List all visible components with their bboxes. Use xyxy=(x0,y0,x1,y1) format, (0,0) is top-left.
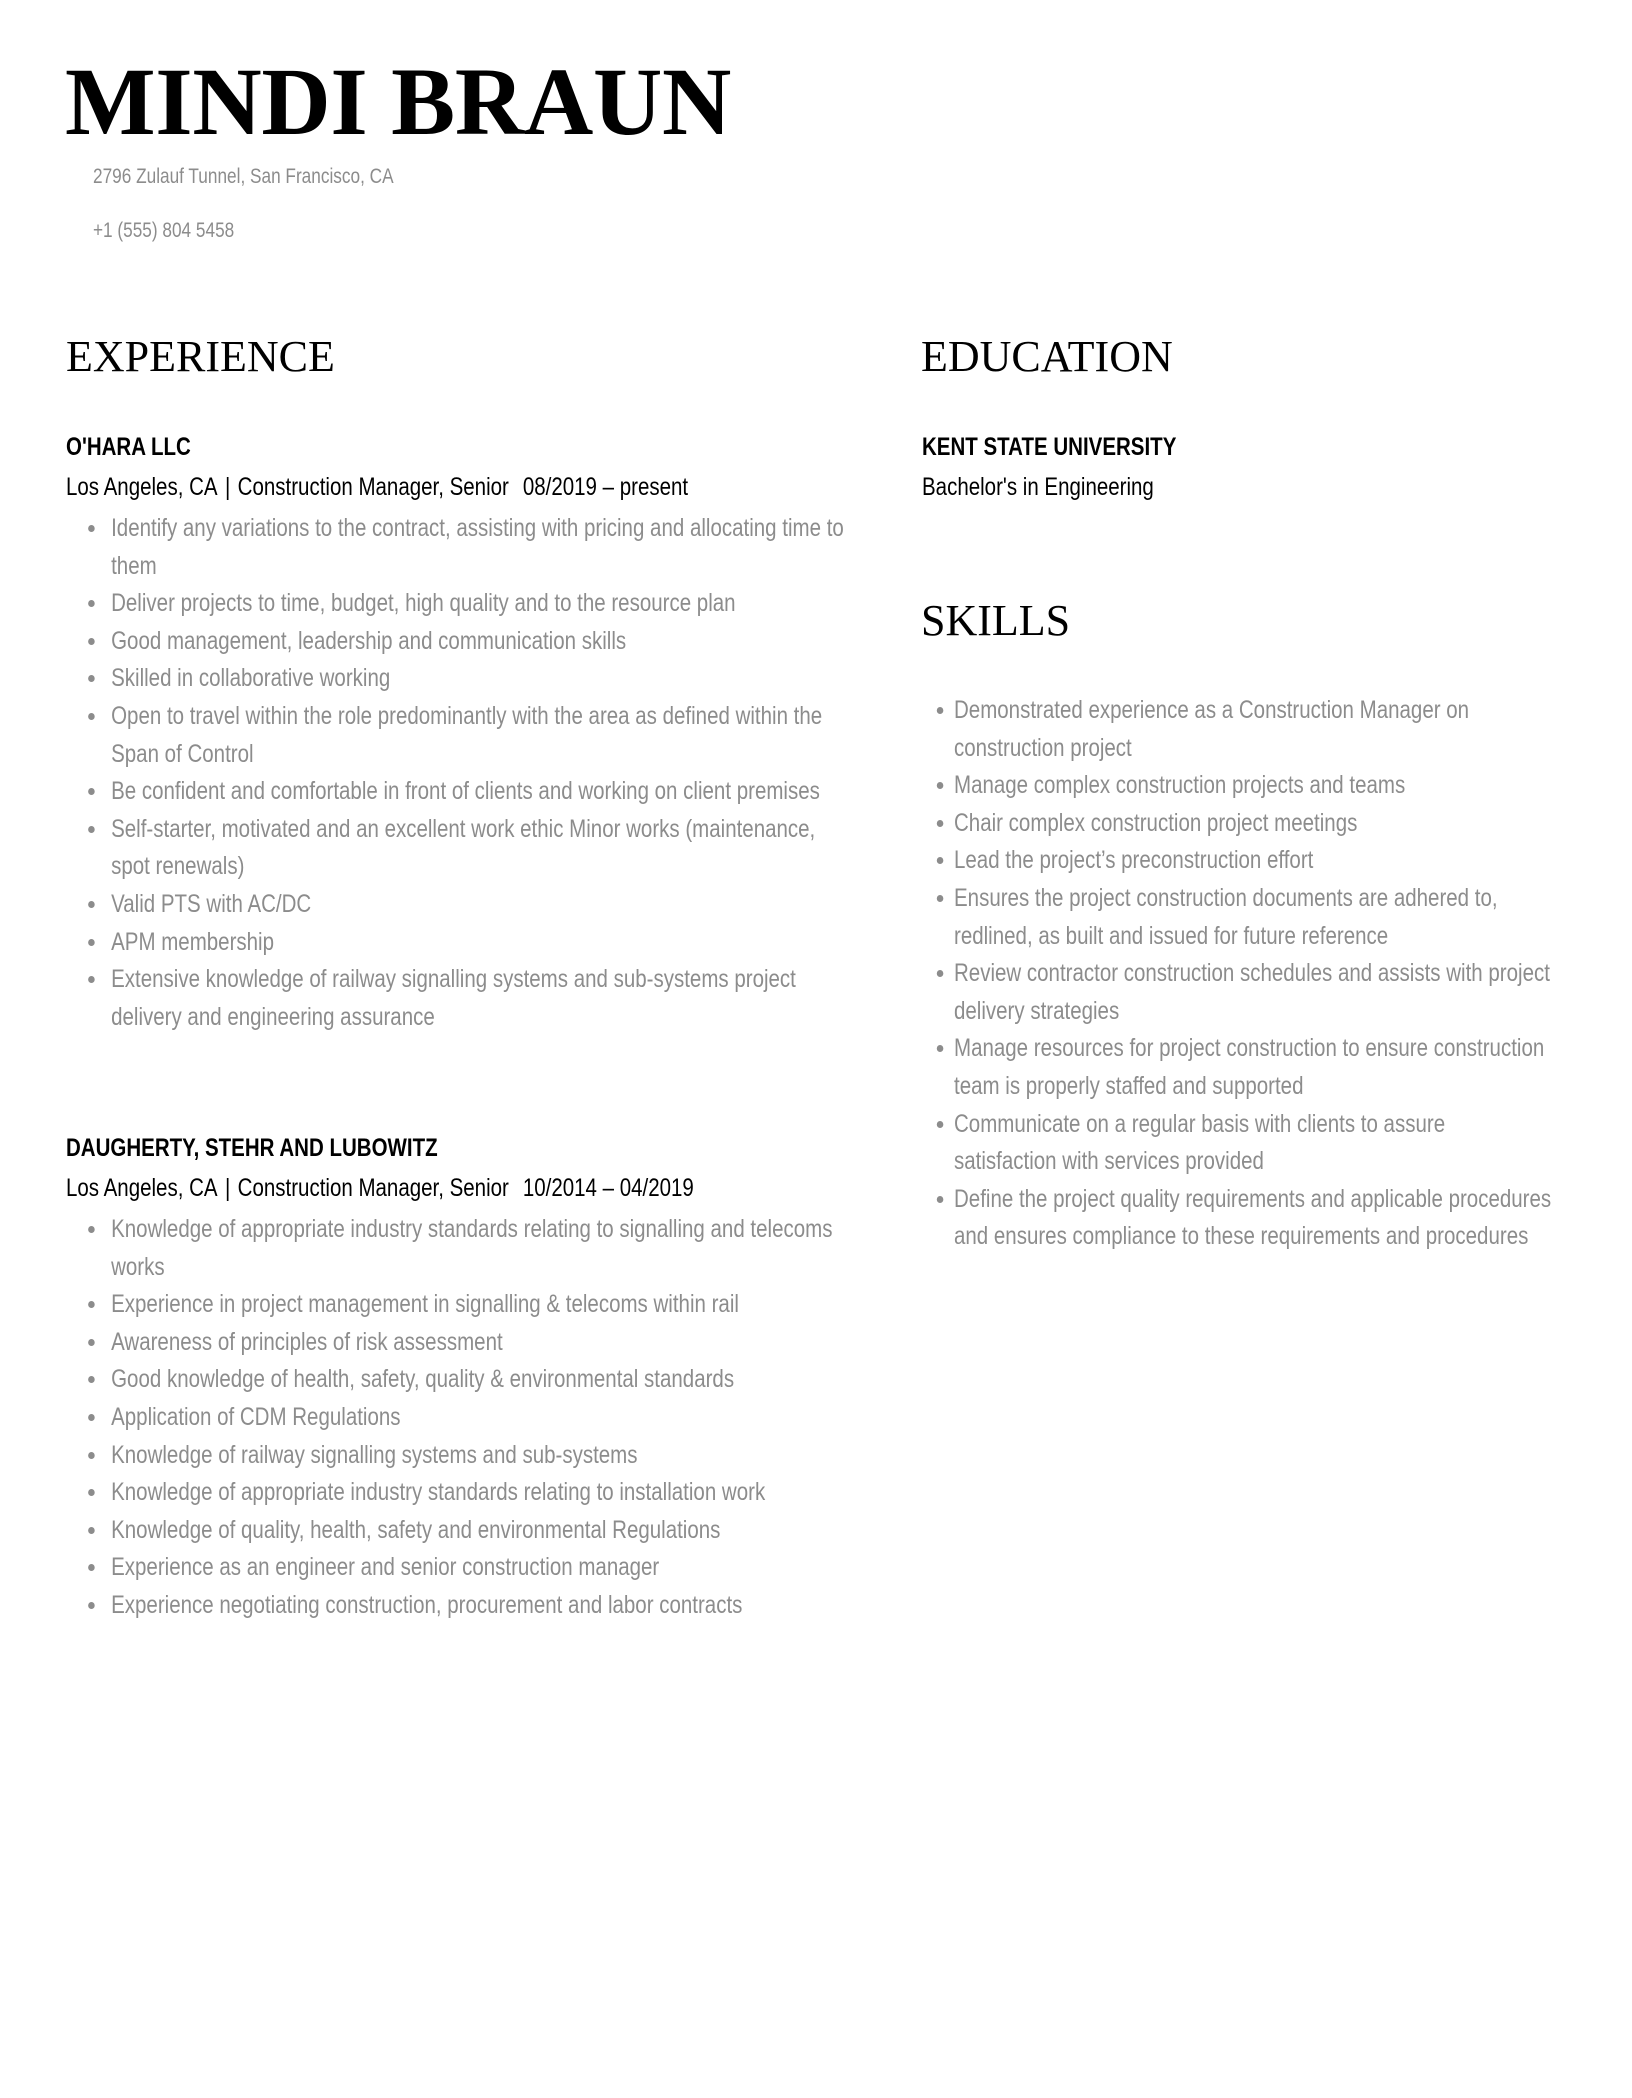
list-item-text: Demonstrated experience as a Construction Manager on construction project xyxy=(954,696,1470,762)
school-name: KENT STATE UNIVERSITY xyxy=(922,433,1177,461)
bullet-icon xyxy=(88,600,95,607)
list-item xyxy=(913,805,1553,843)
list-item xyxy=(66,1549,848,1587)
list-item-text: Identify any variations to the contract, assisting with pricing and allocating time to them xyxy=(111,514,844,580)
separator: | xyxy=(224,473,231,501)
education-heading: EDUCATION xyxy=(921,332,1173,381)
job-location: Los Angeles, CA xyxy=(66,473,218,501)
list-item xyxy=(66,698,848,773)
list-item-text: Define the project quality requirements and applicable procedures and ensures compliance to these requirements and procedures xyxy=(954,1184,1552,1251)
list-item-text: Knowledge of appropriate industry standards relating to installation work xyxy=(111,1478,766,1507)
list-item xyxy=(913,1030,1553,1105)
job-title: Construction Manager, Senior xyxy=(237,473,509,501)
job-subline xyxy=(66,1170,848,1211)
list-item-text: Knowledge of railway signalling systems and sub-systems xyxy=(111,1440,638,1469)
bullet-icon xyxy=(937,1045,944,1052)
address: 2796 Zulauf Tunnel, San Francisco, CA xyxy=(93,165,394,188)
bullet-icon xyxy=(88,1527,95,1534)
list-item-text: Communicate on a regular basis with clients to assure satisfaction with services provided xyxy=(954,1109,1446,1176)
bullet-icon xyxy=(88,1376,95,1383)
list-item xyxy=(913,955,1553,1030)
bullet-icon xyxy=(88,675,95,682)
list-item-text: Knowledge of appropriate industry standards relating to signalling and telecoms works xyxy=(111,1215,833,1281)
bullet-icon xyxy=(88,713,95,720)
list-item-text: Manage complex construction projects and teams xyxy=(954,771,1406,800)
skills-section xyxy=(913,692,1632,1256)
list-item xyxy=(66,1211,848,1286)
bullet-icon xyxy=(88,826,95,833)
bullet-icon xyxy=(937,857,944,864)
bullet-icon xyxy=(88,901,95,908)
list-item xyxy=(66,1474,848,1512)
education-entry xyxy=(922,429,1632,510)
list-item xyxy=(913,1181,1553,1256)
list-item xyxy=(66,1512,848,1550)
separator: | xyxy=(224,1174,231,1202)
bullet-icon xyxy=(88,1564,95,1571)
job-bullets xyxy=(66,510,848,1036)
company-name: O'HARA LLC xyxy=(66,433,191,461)
list-item xyxy=(913,1106,1553,1181)
list-item-text: Self-starter, motivated and an excellent work ethic Minor works (maintenance, spot renewals) xyxy=(111,814,816,881)
list-item xyxy=(66,1286,848,1324)
bullet-icon xyxy=(88,1452,95,1459)
list-item-text: Valid PTS with AC/DC xyxy=(111,889,312,918)
list-item-text: Knowledge of quality, health, safety and environmental Regulations xyxy=(111,1515,721,1544)
list-item-text: Ensures the project construction documents are adhered to, redlined, as built and issued for future reference xyxy=(954,883,1498,950)
bullet-icon xyxy=(88,525,95,532)
list-item-text: Application of CDM Regulations xyxy=(111,1402,401,1431)
bullet-icon xyxy=(88,1339,95,1346)
bullet-icon xyxy=(88,638,95,645)
list-item xyxy=(913,880,1553,955)
bullet-icon xyxy=(937,820,944,827)
job-location: Los Angeles, CA xyxy=(66,1174,218,1202)
bullet-icon xyxy=(937,1196,944,1203)
list-item-text: Experience negotiating construction, procurement and labor contracts xyxy=(111,1590,743,1619)
list-item-text: Be confident and comfortable in front of clients and working on client premises xyxy=(111,777,820,806)
list-item-text: Good management, leadership and communication skills xyxy=(111,626,627,655)
degree: Bachelor's in Engineering xyxy=(922,473,1154,501)
list-item xyxy=(66,623,848,661)
list-item xyxy=(66,811,848,886)
skills-list xyxy=(913,692,1553,1256)
company-name: DAUGHERTY, STEHR AND LUBOWITZ xyxy=(66,1134,438,1162)
list-item xyxy=(913,842,1553,880)
bullet-icon xyxy=(937,1121,944,1128)
list-item-text: Lead the project’s preconstruction effort xyxy=(954,846,1314,875)
list-item-text: Deliver projects to time, budget, high quality and to the resource plan xyxy=(111,589,736,618)
bullet-icon xyxy=(88,1602,95,1609)
list-item-text: Experience in project management in signalling & telecoms within rail xyxy=(111,1290,739,1319)
bullet-icon xyxy=(88,976,95,983)
list-item xyxy=(66,1587,848,1625)
bullet-icon xyxy=(88,1414,95,1421)
bullet-icon xyxy=(937,895,944,902)
job-bullets xyxy=(66,1211,848,1625)
bullet-icon xyxy=(88,939,95,946)
phone: +1 (555) 804 5458 xyxy=(93,219,235,242)
list-item xyxy=(66,1324,848,1362)
job-dates: 08/2019 – present xyxy=(522,473,689,501)
candidate-name: MINDI BRAUN xyxy=(65,48,732,155)
list-item xyxy=(66,1437,848,1475)
list-item xyxy=(66,924,848,962)
bullet-icon xyxy=(937,970,944,977)
list-item xyxy=(66,585,848,623)
list-item-text: Good knowledge of health, safety, quality & environmental standards xyxy=(111,1365,735,1394)
skills-heading: SKILLS xyxy=(921,596,1071,645)
bullet-icon xyxy=(88,788,95,795)
list-item xyxy=(66,510,848,585)
bullet-icon xyxy=(88,1226,95,1233)
list-item-text: Manage resources for project construction to ensure construction team is properly staffed and supported xyxy=(954,1034,1545,1100)
bullet-icon xyxy=(88,1301,95,1308)
job-entry xyxy=(66,429,1020,1036)
list-item xyxy=(66,1361,848,1399)
list-item xyxy=(66,1399,848,1437)
list-item-text: Experience as an engineer and senior construction manager xyxy=(111,1553,660,1582)
list-item-text: Skilled in collaborative working xyxy=(111,664,391,693)
job-entry xyxy=(66,1130,1020,1625)
bullet-icon xyxy=(88,1489,95,1496)
list-item xyxy=(66,961,848,1036)
list-item-text: Awareness of principles of risk assessment xyxy=(111,1327,503,1356)
job-title: Construction Manager, Senior xyxy=(237,1174,509,1202)
experience-heading: EXPERIENCE xyxy=(66,332,335,381)
list-item-text: APM membership xyxy=(111,927,275,956)
list-item-text: Open to travel within the role predominantly with the area as defined within the Span of Control xyxy=(111,701,823,768)
list-item-text: Review contractor construction schedules and assists with project delivery strategies xyxy=(954,959,1550,1025)
list-item xyxy=(913,692,1553,767)
bullet-icon xyxy=(937,782,944,789)
job-dates: 10/2014 – 04/2019 xyxy=(522,1174,694,1202)
list-item xyxy=(66,773,848,811)
list-item-text: Extensive knowledge of railway signalling systems and sub-systems project delivery and engineering assurance xyxy=(111,965,796,1031)
list-item-text: Chair complex construction project meetings xyxy=(954,808,1358,837)
job-subline xyxy=(66,469,848,510)
list-item xyxy=(66,886,848,924)
list-item xyxy=(913,767,1553,805)
bullet-icon xyxy=(937,707,944,714)
list-item xyxy=(66,660,848,698)
